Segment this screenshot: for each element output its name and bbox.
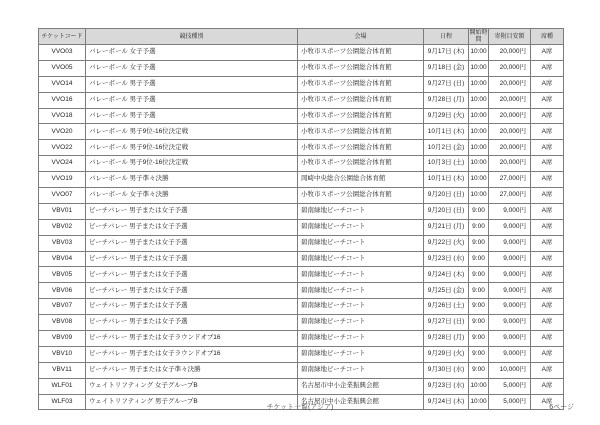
table-row [39,283,564,299]
cell-event-type: バレーボール 男子予選 [86,76,298,92]
cell-venue: 碧南緑地ビーチコート [298,267,424,283]
cell-ticket-code: VBV03 [39,235,86,251]
cell-ticket-code: VBV04 [39,251,86,267]
cell-ticket-code: VVO16 [39,92,86,108]
cell-venue: 碧南緑地ビーチコート [298,283,424,299]
table-row [39,140,564,156]
cell-start-time: 9:00 [469,283,489,299]
cell-seat-class: A席 [531,394,564,410]
column-header-start-time: 開始時間 [469,29,488,43]
cell-date: 10月1日 (木) [424,172,469,188]
cell-date: 10月2日 (金) [424,140,469,156]
cell-venue: 小牧市スポーツ公園総合体育館 [298,76,424,92]
cell-start-time: 9:00 [469,299,489,315]
cell-start-time: 9:00 [469,346,489,362]
cell-seat-class: A席 [531,219,564,235]
cell-donation-amount: 20,000円 [489,124,531,140]
cell-date: 9月21日 (月) [424,219,469,235]
cell-date: 9月23日 (水) [424,378,469,394]
cell-event-type: ビーチバレー 男子または女子予選 [86,251,298,267]
cell-donation-amount: 9,000円 [489,267,531,283]
cell-date: 9月20日 (日) [424,203,469,219]
cell-ticket-code: VBV08 [39,315,86,331]
table-row [39,219,564,235]
table-row [39,124,564,140]
table-row [39,331,564,347]
cell-seat-class: A席 [531,315,564,331]
cell-donation-amount: 27,000円 [489,188,531,204]
cell-seat-class: A席 [531,45,564,61]
cell-start-time: 10:00 [469,124,489,140]
cell-ticket-code: VBV09 [39,331,86,347]
cell-donation-amount: 9,000円 [489,283,531,299]
column-header-date: 日程 [424,29,469,45]
cell-donation-amount: 9,000円 [489,219,531,235]
cell-ticket-code: VVO03 [39,45,86,61]
cell-venue: 小牧市スポーツ公園総合体育館 [298,156,424,172]
cell-event-type: ウェイトリフティング 女子グループB [86,378,298,394]
cell-ticket-code: VBV10 [39,346,86,362]
cell-venue: 小牧市スポーツ公園総合体育館 [298,188,424,204]
cell-donation-amount: 5,000円 [489,394,531,410]
cell-ticket-code: VVO18 [39,108,86,124]
cell-start-time: 9:00 [469,219,489,235]
cell-seat-class: A席 [531,235,564,251]
cell-event-type: バレーボール 男子予選 [86,92,298,108]
cell-start-time: 9:00 [469,235,489,251]
cell-seat-class: A席 [531,346,564,362]
table-row [39,346,564,362]
cell-start-time: 10:00 [469,172,489,188]
cell-donation-amount: 5,000円 [489,378,531,394]
cell-date: 9月20日 (日) [424,188,469,204]
cell-donation-amount: 20,000円 [489,76,531,92]
table-row [39,299,564,315]
cell-donation-amount: 9,000円 [489,203,531,219]
table-row [39,172,564,188]
column-header-donation-amount: 寄附目安額 [489,29,531,45]
cell-event-type: ビーチバレー 男子または女子予選 [86,219,298,235]
cell-donation-amount: 9,000円 [489,235,531,251]
cell-venue: 小牧市スポーツ公園総合体育館 [298,92,424,108]
cell-date: 9月29日 (火) [424,108,469,124]
table-row [39,188,564,204]
cell-event-type: ビーチバレー 男子または女子ラウンドオブ16 [86,346,298,362]
cell-event-type: バレーボール 女子予選 [86,45,298,61]
cell-donation-amount: 9,000円 [489,346,531,362]
column-header-ticket-code: チケットコード [39,29,86,45]
cell-seat-class: A席 [531,362,564,378]
cell-venue: 碧南緑地ビーチコート [298,315,424,331]
cell-venue: 碧南緑地ビーチコート [298,219,424,235]
cell-donation-amount: 20,000円 [489,45,531,61]
cell-event-type: ビーチバレー 男子または女子予選 [86,267,298,283]
table-row [39,60,564,76]
cell-start-time: 9:00 [469,251,489,267]
cell-date: 10月1日 (木) [424,124,469,140]
table-header-row [39,29,564,45]
table-row [39,235,564,251]
cell-date: 9月26日 (土) [424,299,469,315]
cell-seat-class: A席 [531,378,564,394]
cell-event-type: ビーチバレー 男子または女子予選 [86,235,298,251]
cell-date: 9月23日 (水) [424,251,469,267]
cell-donation-amount: 20,000円 [489,92,531,108]
cell-date: 9月25日 (金) [424,283,469,299]
cell-donation-amount: 20,000円 [489,140,531,156]
cell-start-time: 10:00 [469,188,489,204]
cell-event-type: ビーチバレー 男子または女子予選 [86,315,298,331]
cell-donation-amount: 27,000円 [489,172,531,188]
cell-seat-class: A席 [531,156,564,172]
cell-seat-class: A席 [531,267,564,283]
cell-seat-class: A席 [531,108,564,124]
cell-start-time: 10:00 [469,394,489,410]
cell-ticket-code: WLF01 [39,378,86,394]
cell-date: 9月27日 (日) [424,315,469,331]
table-row [39,362,564,378]
table-row [39,108,564,124]
table-row [39,156,564,172]
cell-date: 9月17日 (木) [424,45,469,61]
footer-page-number: 6ページ [549,404,574,411]
cell-seat-class: A席 [531,283,564,299]
cell-seat-class: A席 [531,203,564,219]
cell-donation-amount: 9,000円 [489,315,531,331]
cell-venue: 碧南緑地ビーチコート [298,346,424,362]
cell-date: 9月27日 (日) [424,76,469,92]
cell-seat-class: A席 [531,251,564,267]
cell-seat-class: A席 [531,172,564,188]
column-header-event-type: 競技種別 [86,29,298,45]
table-row [39,378,564,394]
column-header-venue: 会場 [298,29,424,45]
cell-event-type: ウェイトリフティング 男子グループB [86,394,298,410]
footer-document-title: チケット一覧(アジア) [266,404,334,411]
table-row [39,267,564,283]
cell-event-type: バレーボール 男子9位-16位決定戦 [86,124,298,140]
cell-date: 9月24日 (木) [424,267,469,283]
cell-start-time: 9:00 [469,203,489,219]
cell-ticket-code: VBV11 [39,362,86,378]
page-footer [0,402,600,414]
table-row [39,251,564,267]
cell-start-time: 9:00 [469,267,489,283]
cell-event-type: ビーチバレー 男子または女子予選 [86,283,298,299]
cell-ticket-code: VVO14 [39,76,86,92]
cell-seat-class: A席 [531,124,564,140]
cell-venue: 碧南緑地ビーチコート [298,299,424,315]
cell-start-time: 10:00 [469,156,489,172]
cell-venue: 碧南緑地ビーチコート [298,331,424,347]
cell-start-time: 10:00 [469,140,489,156]
cell-donation-amount: 20,000円 [489,108,531,124]
cell-donation-amount: 9,000円 [489,331,531,347]
cell-event-type: バレーボール 男子9位-16位決定戦 [86,140,298,156]
cell-venue: 碧南緑地ビーチコート [298,203,424,219]
cell-venue: 碧南緑地ビーチコート [298,362,424,378]
cell-start-time: 10:00 [469,378,489,394]
cell-date: 9月28日 (月) [424,92,469,108]
cell-seat-class: A席 [531,331,564,347]
cell-start-time: 10:00 [469,108,489,124]
table-row [39,203,564,219]
table-row [39,315,564,331]
column-header-seat-class: 席種 [531,29,564,45]
cell-ticket-code: VVO24 [39,156,86,172]
cell-date: 9月30日 (水) [424,362,469,378]
cell-donation-amount: 9,000円 [489,251,531,267]
cell-venue: 小牧市スポーツ公園総合体育館 [298,108,424,124]
cell-start-time: 10:00 [469,60,489,76]
table-row [39,76,564,92]
cell-venue: 岡崎中央総合公園総合体育館 [298,172,424,188]
cell-event-type: ビーチバレー 男子または女子予選 [86,299,298,315]
cell-start-time: 10:00 [469,45,489,61]
cell-event-type: バレーボール 女子予選 [86,60,298,76]
cell-start-time: 9:00 [469,315,489,331]
cell-start-time: 10:00 [469,76,489,92]
cell-ticket-code: VVO20 [39,124,86,140]
cell-date: 9月28日 (月) [424,331,469,347]
cell-ticket-code: VVO22 [39,140,86,156]
cell-venue: 碧南緑地ビーチコート [298,251,424,267]
table-row [39,45,564,61]
table-row [39,92,564,108]
cell-venue: 名古屋市中小企業振興会館 [298,394,424,410]
cell-venue: 小牧市スポーツ公園総合体育館 [298,124,424,140]
cell-venue: 小牧市スポーツ公園総合体育館 [298,60,424,76]
cell-event-type: バレーボール 男子予選 [86,108,298,124]
cell-venue: 名古屋市中小企業振興会館 [298,378,424,394]
cell-start-time: 10:00 [469,92,489,108]
cell-seat-class: A席 [531,140,564,156]
cell-date: 9月24日 (木) [424,394,469,410]
cell-ticket-code: VVO07 [39,188,86,204]
cell-donation-amount: 20,000円 [489,60,531,76]
cell-date: 10月3日 (土) [424,156,469,172]
cell-ticket-code: VVO19 [39,172,86,188]
cell-venue: 碧南緑地ビーチコート [298,235,424,251]
cell-seat-class: A席 [531,92,564,108]
cell-ticket-code: VBV05 [39,267,86,283]
ticket-list-table [38,28,564,410]
cell-start-time: 9:00 [469,331,489,347]
cell-event-type: ビーチバレー 男子または女子ラウンドオブ16 [86,331,298,347]
cell-donation-amount: 20,000円 [489,156,531,172]
cell-ticket-code: VBV07 [39,299,86,315]
cell-event-type: ビーチバレー 男子または女子準々決勝 [86,362,298,378]
cell-donation-amount: 9,000円 [489,299,531,315]
cell-event-type: バレーボール 男子準々決勝 [86,172,298,188]
cell-venue: 小牧市スポーツ公園総合体育館 [298,45,424,61]
cell-ticket-code: VBV02 [39,219,86,235]
cell-date: 9月22日 (火) [424,235,469,251]
cell-date: 9月29日 (火) [424,346,469,362]
cell-date: 9月18日 (金) [424,60,469,76]
cell-seat-class: A席 [531,299,564,315]
cell-ticket-code: VBV06 [39,283,86,299]
cell-donation-amount: 10,000円 [489,362,531,378]
cell-ticket-code: WLF03 [39,394,86,410]
cell-seat-class: A席 [531,188,564,204]
cell-ticket-code: VVO05 [39,60,86,76]
cell-event-type: ビーチバレー 男子または女子予選 [86,203,298,219]
cell-seat-class: A席 [531,60,564,76]
cell-ticket-code: VBV01 [39,203,86,219]
cell-event-type: バレーボール 女子準々決勝 [86,188,298,204]
cell-event-type: バレーボール 男子9位-16位決定戦 [86,156,298,172]
cell-venue: 小牧市スポーツ公園総合体育館 [298,140,424,156]
cell-start-time: 9:00 [469,362,489,378]
cell-seat-class: A席 [531,76,564,92]
